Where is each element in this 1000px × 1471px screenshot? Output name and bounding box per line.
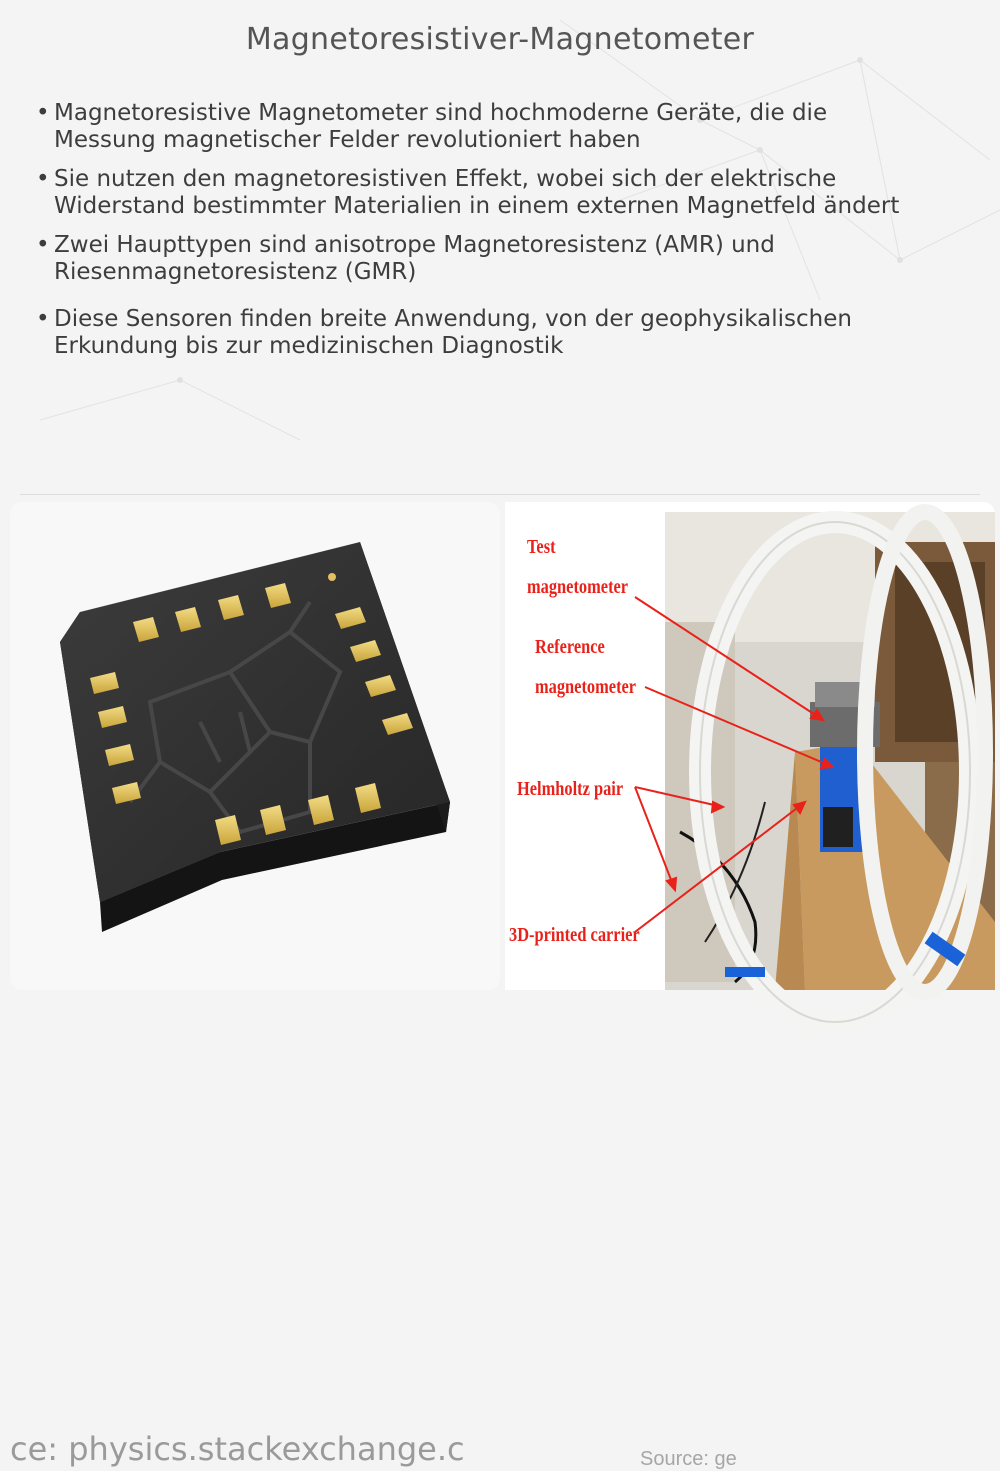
bullet-line: • Magnetoresistive Magnetometer sind hochmoderne Geräte, die die (54, 100, 828, 126)
image-source-credit: Source: ge (640, 1448, 737, 1470)
bullet-item (36, 232, 976, 286)
bullet-line: Widerstand bestimmter Materialien in einem externen Magnetfeld ändert (54, 193, 900, 219)
bullet-line: Erkundung bis zur medizinischen Diagnostik (54, 333, 564, 359)
section-divider (20, 494, 980, 495)
bullet-item (36, 306, 976, 360)
label-helmholtz-pair: Helmholtz pair (517, 778, 624, 800)
magnetometer-chip-illustration (10, 502, 500, 990)
label-test-magnetometer-line2: magnetometer (527, 576, 629, 598)
bullet-item (36, 100, 976, 154)
page-title: Magnetoresistiver-Magnetometer (245, 22, 755, 57)
bullet-list (36, 100, 976, 372)
label-reference-magnetometer-line2: magnetometer (535, 676, 637, 698)
bullet-line: • Sie nutzen den magnetoresistiven Effekt, wobei sich der elektrische (54, 166, 837, 192)
label-test-magnetometer-line1: Test (527, 536, 556, 558)
bullet-line: • Diese Sensoren finden breite Anwendung, von der geophysikalischen (54, 306, 852, 332)
bullet-line: • Zwei Haupttypen sind anisotrope Magnetoresistenz (AMR) und (54, 232, 775, 258)
bullet-line: Riesenmagnetoresistenz (GMR) (54, 259, 417, 285)
label-reference-magnetometer-line1: Reference (535, 636, 605, 658)
bullet-line: Messung magnetischer Felder revolutioniert haben (54, 127, 641, 153)
image-source-credit: ce: physics.stackexchange.c (10, 1430, 465, 1468)
setup-photo (505, 502, 995, 1470)
chip-photo (10, 502, 500, 1468)
bullet-item (36, 166, 976, 220)
label-3d-printed-carrier: 3D-printed carrier (509, 924, 640, 946)
